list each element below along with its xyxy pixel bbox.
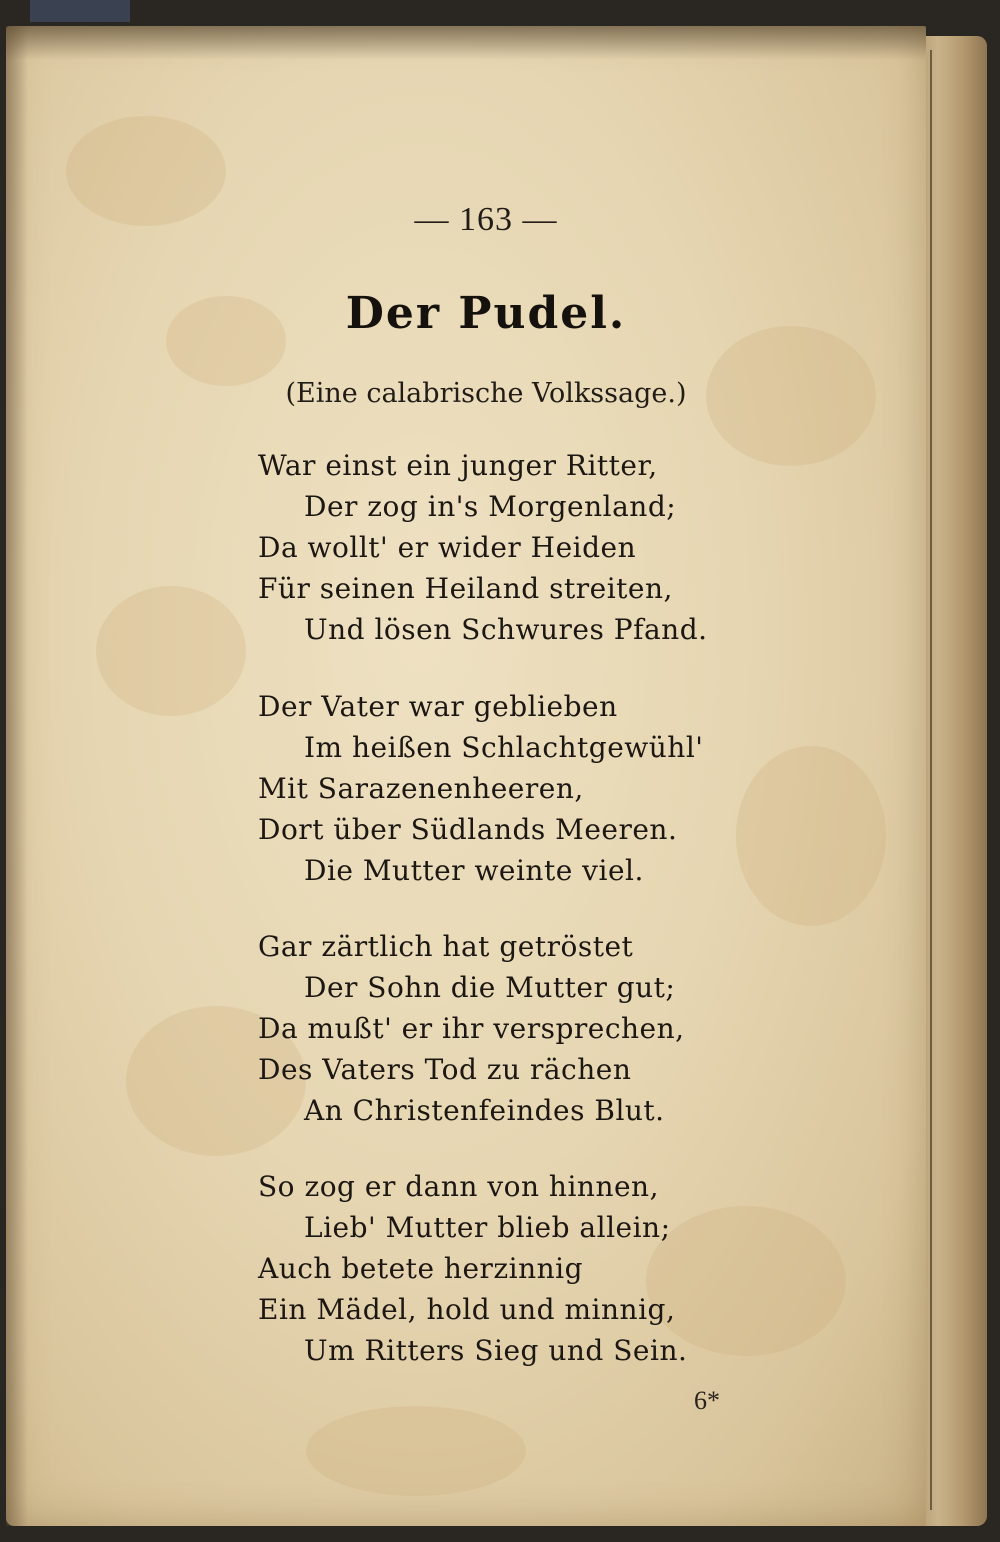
- verse-line: Gar zärtlich hat getröstet: [258, 930, 634, 963]
- poem-title: Der Pudel.: [345, 288, 627, 339]
- verse-line: Für seinen Heiland streiten,: [258, 572, 673, 605]
- verse-line: Lieb' Mutter blieb allein;: [304, 1211, 671, 1244]
- verse-line: Der zog in's Morgenland;: [304, 490, 677, 523]
- verse-line: Um Ritters Sieg und Sein.: [304, 1334, 688, 1367]
- page-number: — 163 —: [414, 201, 558, 238]
- stanza-1: [258, 445, 738, 650]
- verse-line: Ein Mädel, hold und minnig,: [258, 1293, 676, 1326]
- verse-line: Auch betete herzinnig: [258, 1252, 584, 1285]
- poem-subtitle: (Eine calabrische Volkssage.): [285, 378, 687, 409]
- verse-line: Die Mutter weinte viel.: [304, 854, 644, 887]
- page-edge-line: [930, 50, 932, 1510]
- stanza-4: [258, 1166, 738, 1371]
- verse-line: War einst ein junger Ritter,: [258, 449, 658, 482]
- verse-line: Des Vaters Tod zu rächen: [258, 1053, 632, 1086]
- verse-line: Da mußt' er ihr versprechen,: [258, 1012, 685, 1045]
- verse-line: So zog er dann von hinnen,: [258, 1170, 659, 1203]
- verse-line: Und lösen Schwures Pfand.: [304, 613, 708, 646]
- verse-line: Mit Sarazenenheeren,: [258, 772, 584, 805]
- verse-line: Dort über Südlands Meeren.: [258, 813, 678, 846]
- verse-line: Der Vater war geblieben: [258, 690, 618, 723]
- verse-line: An Christenfeindes Blut.: [304, 1094, 665, 1127]
- verse-line: Da wollt' er wider Heiden: [258, 531, 637, 564]
- page-text: [6, 26, 926, 1526]
- printer-signature-mark: 6*: [694, 1386, 720, 1415]
- binding-corner: [30, 0, 130, 22]
- book-page: [6, 26, 926, 1526]
- verse-line: Der Sohn die Mutter gut;: [304, 971, 676, 1004]
- verse-line: Im heißen Schlachtgewühl': [304, 731, 704, 764]
- stanza-3: [258, 926, 738, 1131]
- stanza-2: [258, 686, 738, 891]
